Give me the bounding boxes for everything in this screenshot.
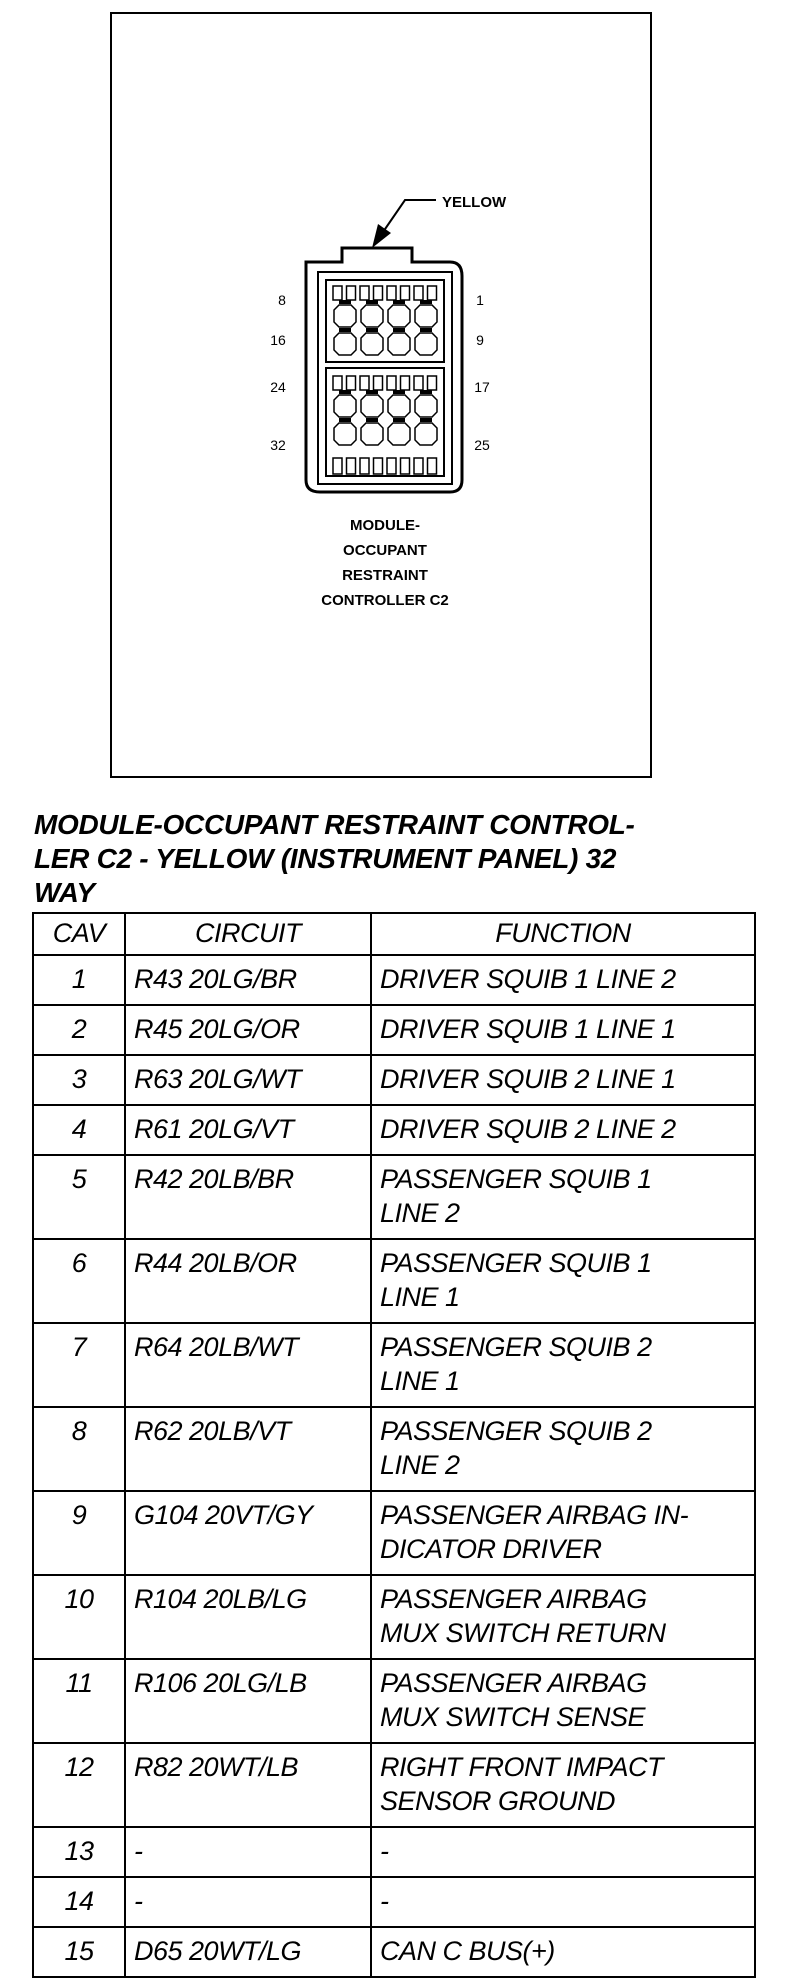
cell-cav: 11	[33, 1659, 125, 1743]
connector-label-line-3: RESTRAINT	[342, 567, 428, 584]
terminal-slot	[347, 376, 356, 390]
terminal-cavity	[388, 305, 410, 327]
terminal-id-mark	[339, 390, 351, 394]
header-function: FUNCTION	[371, 913, 755, 955]
table-row	[33, 1877, 755, 1927]
terminal-id-mark	[393, 328, 405, 332]
cell-function	[371, 1491, 755, 1575]
table-row	[33, 1491, 755, 1575]
function-line: LINE 1	[380, 1282, 460, 1312]
terminal-cavity	[388, 423, 410, 445]
cell-function	[371, 1659, 755, 1743]
cell-circuit: R64 20LB/WT	[125, 1323, 371, 1407]
cell-function	[371, 1323, 755, 1407]
title-line-1: MODULE-OCCUPANT RESTRAINT CONTROL-	[34, 809, 635, 840]
function-line: DICATOR DRIVER	[380, 1534, 602, 1564]
pin-label-24: 24	[270, 379, 286, 395]
terminal-cavity	[361, 395, 383, 417]
function-line: RIGHT FRONT IMPACT	[380, 1752, 663, 1782]
terminal-slot	[333, 376, 342, 390]
function-line: -	[380, 1886, 389, 1916]
terminal-id-mark	[366, 300, 378, 304]
cell-circuit: R82 20WT/LB	[125, 1743, 371, 1827]
terminal-id-mark	[420, 390, 432, 394]
terminal-slot	[347, 458, 356, 474]
cell-circuit: R44 20LB/OR	[125, 1239, 371, 1323]
terminal-slot	[428, 286, 437, 300]
table-row	[33, 1239, 755, 1323]
cell-circuit: D65 20WT/LG	[125, 1927, 371, 1977]
terminal-cavity	[334, 305, 356, 327]
terminal-slot	[374, 376, 383, 390]
table-row	[33, 1105, 755, 1155]
terminal-id-mark	[420, 328, 432, 332]
table-row	[33, 955, 755, 1005]
table-row	[33, 1005, 755, 1055]
terminal-slot	[360, 458, 369, 474]
terminal-slot	[401, 286, 410, 300]
cell-cav: 14	[33, 1877, 125, 1927]
table-row	[33, 1575, 755, 1659]
terminal-id-mark	[339, 328, 351, 332]
cell-cav: 2	[33, 1005, 125, 1055]
header-circuit: CIRCUIT	[125, 913, 371, 955]
title-line-2: LER C2 - YELLOW (INSTRUMENT PANEL) 32	[34, 843, 617, 874]
terminal-id-mark	[393, 418, 405, 422]
cell-cav: 10	[33, 1575, 125, 1659]
terminal-slot	[401, 458, 410, 474]
cell-cav: 4	[33, 1105, 125, 1155]
connector-diagram	[0, 0, 800, 790]
terminal-id-mark	[339, 300, 351, 304]
terminal-cavity	[334, 423, 356, 445]
cell-cav: 7	[33, 1323, 125, 1407]
terminal-id-mark	[393, 300, 405, 304]
terminal-slot	[387, 458, 396, 474]
cell-cav: 9	[33, 1491, 125, 1575]
cell-circuit: R106 20LG/LB	[125, 1659, 371, 1743]
terminal-cavity	[388, 333, 410, 355]
pin-label-9: 9	[476, 332, 484, 348]
cell-circuit: R45 20LG/OR	[125, 1005, 371, 1055]
connector-label-line-2: OCCUPANT	[343, 542, 427, 559]
cell-cav: 6	[33, 1239, 125, 1323]
title-line-3: WAY	[34, 877, 95, 908]
cell-cav: 3	[33, 1055, 125, 1105]
terminal-cavity	[361, 423, 383, 445]
cell-circuit: R104 20LB/LG	[125, 1575, 371, 1659]
terminal-slot	[414, 376, 423, 390]
cell-function	[371, 1155, 755, 1239]
pin-grid	[333, 286, 437, 474]
function-line: PASSENGER AIRBAG	[380, 1668, 647, 1698]
connector-label-line-1: MODULE-	[350, 517, 420, 534]
function-line: LINE 2	[380, 1450, 460, 1480]
terminal-cavity	[361, 333, 383, 355]
terminal-slot	[428, 458, 437, 474]
terminal-id-mark	[339, 418, 351, 422]
table-body	[33, 955, 755, 1977]
connector-label-line-4: CONTROLLER C2	[321, 592, 449, 609]
cell-circuit: -	[125, 1877, 371, 1927]
terminal-slot	[360, 376, 369, 390]
function-line: DRIVER SQUIB 1 LINE 2	[380, 964, 676, 994]
pin-label-1: 1	[476, 292, 484, 308]
terminal-cavity	[388, 395, 410, 417]
cell-cav: 5	[33, 1155, 125, 1239]
function-line: SENSOR GROUND	[380, 1786, 616, 1816]
table-row	[33, 1827, 755, 1877]
cell-function	[371, 1877, 755, 1927]
function-line: CAN C BUS(+)	[380, 1936, 555, 1966]
pin-label-8: 8	[278, 292, 286, 308]
callout-arrowhead	[372, 224, 391, 248]
function-line: PASSENGER SQUIB 1	[380, 1164, 652, 1194]
cell-circuit: R63 20LG/WT	[125, 1055, 371, 1105]
terminal-cavity	[415, 423, 437, 445]
cell-function	[371, 1575, 755, 1659]
pin-label-17: 17	[474, 379, 490, 395]
terminal-slot	[333, 286, 342, 300]
pin-label-25: 25	[474, 437, 490, 453]
terminal-cavity	[361, 305, 383, 327]
table-row	[33, 1323, 755, 1407]
connector-title	[34, 808, 774, 910]
function-line: PASSENGER SQUIB 2	[380, 1332, 652, 1362]
cell-function	[371, 955, 755, 1005]
callout-arrow	[383, 200, 436, 232]
cell-function	[371, 1239, 755, 1323]
terminal-id-mark	[366, 328, 378, 332]
connector-upper-block	[326, 280, 444, 362]
function-line: MUX SWITCH SENSE	[380, 1702, 646, 1732]
cell-function	[371, 1827, 755, 1877]
table-row	[33, 1743, 755, 1827]
terminal-id-mark	[420, 300, 432, 304]
cell-cav: 8	[33, 1407, 125, 1491]
function-line: PASSENGER SQUIB 2	[380, 1416, 652, 1446]
cell-function	[371, 1743, 755, 1827]
terminal-cavity	[415, 395, 437, 417]
function-line: PASSENGER SQUIB 1	[380, 1248, 652, 1278]
terminal-id-mark	[393, 390, 405, 394]
cell-cav: 15	[33, 1927, 125, 1977]
table-row	[33, 1055, 755, 1105]
function-line: -	[380, 1836, 389, 1866]
cell-circuit: G104 20VT/GY	[125, 1491, 371, 1575]
function-line: LINE 1	[380, 1366, 460, 1396]
function-line: MUX SWITCH RETURN	[380, 1618, 666, 1648]
table-row	[33, 1659, 755, 1743]
pinout-table	[32, 912, 756, 1978]
function-line: DRIVER SQUIB 1 LINE 1	[380, 1014, 676, 1044]
cell-circuit: -	[125, 1827, 371, 1877]
terminal-slot	[387, 286, 396, 300]
function-line: DRIVER SQUIB 2 LINE 2	[380, 1114, 676, 1144]
terminal-cavity	[415, 333, 437, 355]
cell-function	[371, 1105, 755, 1155]
terminal-cavity	[334, 333, 356, 355]
table-header-row	[33, 913, 755, 955]
function-line: PASSENGER AIRBAG IN-	[380, 1500, 689, 1530]
function-line: DRIVER SQUIB 2 LINE 1	[380, 1064, 676, 1094]
header-cav: CAV	[33, 913, 125, 955]
cell-cav: 1	[33, 955, 125, 1005]
terminal-slot	[414, 458, 423, 474]
pin-label-16: 16	[270, 332, 286, 348]
terminal-slot	[333, 458, 342, 474]
cell-function	[371, 1005, 755, 1055]
terminal-cavity	[334, 395, 356, 417]
cell-circuit: R42 20LB/BR	[125, 1155, 371, 1239]
terminal-slot	[347, 286, 356, 300]
terminal-slot	[414, 286, 423, 300]
pin-label-32: 32	[270, 437, 286, 453]
connector-body	[306, 248, 462, 492]
terminal-id-mark	[366, 390, 378, 394]
table-row	[33, 1407, 755, 1491]
cell-function	[371, 1055, 755, 1105]
cell-cav: 13	[33, 1827, 125, 1877]
terminal-slot	[374, 286, 383, 300]
terminal-slot	[401, 376, 410, 390]
cell-circuit: R62 20LB/VT	[125, 1407, 371, 1491]
terminal-slot	[428, 376, 437, 390]
terminal-id-mark	[420, 418, 432, 422]
cell-circuit: R61 20LG/VT	[125, 1105, 371, 1155]
cell-function	[371, 1407, 755, 1491]
terminal-cavity	[415, 305, 437, 327]
color-callout-label: YELLOW	[442, 194, 507, 211]
table-row	[33, 1155, 755, 1239]
function-line: LINE 2	[380, 1198, 460, 1228]
cell-cav: 12	[33, 1743, 125, 1827]
cell-circuit: R43 20LG/BR	[125, 955, 371, 1005]
terminal-slot	[374, 458, 383, 474]
terminal-slot	[360, 286, 369, 300]
terminal-slot	[387, 376, 396, 390]
terminal-id-mark	[366, 418, 378, 422]
function-line: PASSENGER AIRBAG	[380, 1584, 647, 1614]
